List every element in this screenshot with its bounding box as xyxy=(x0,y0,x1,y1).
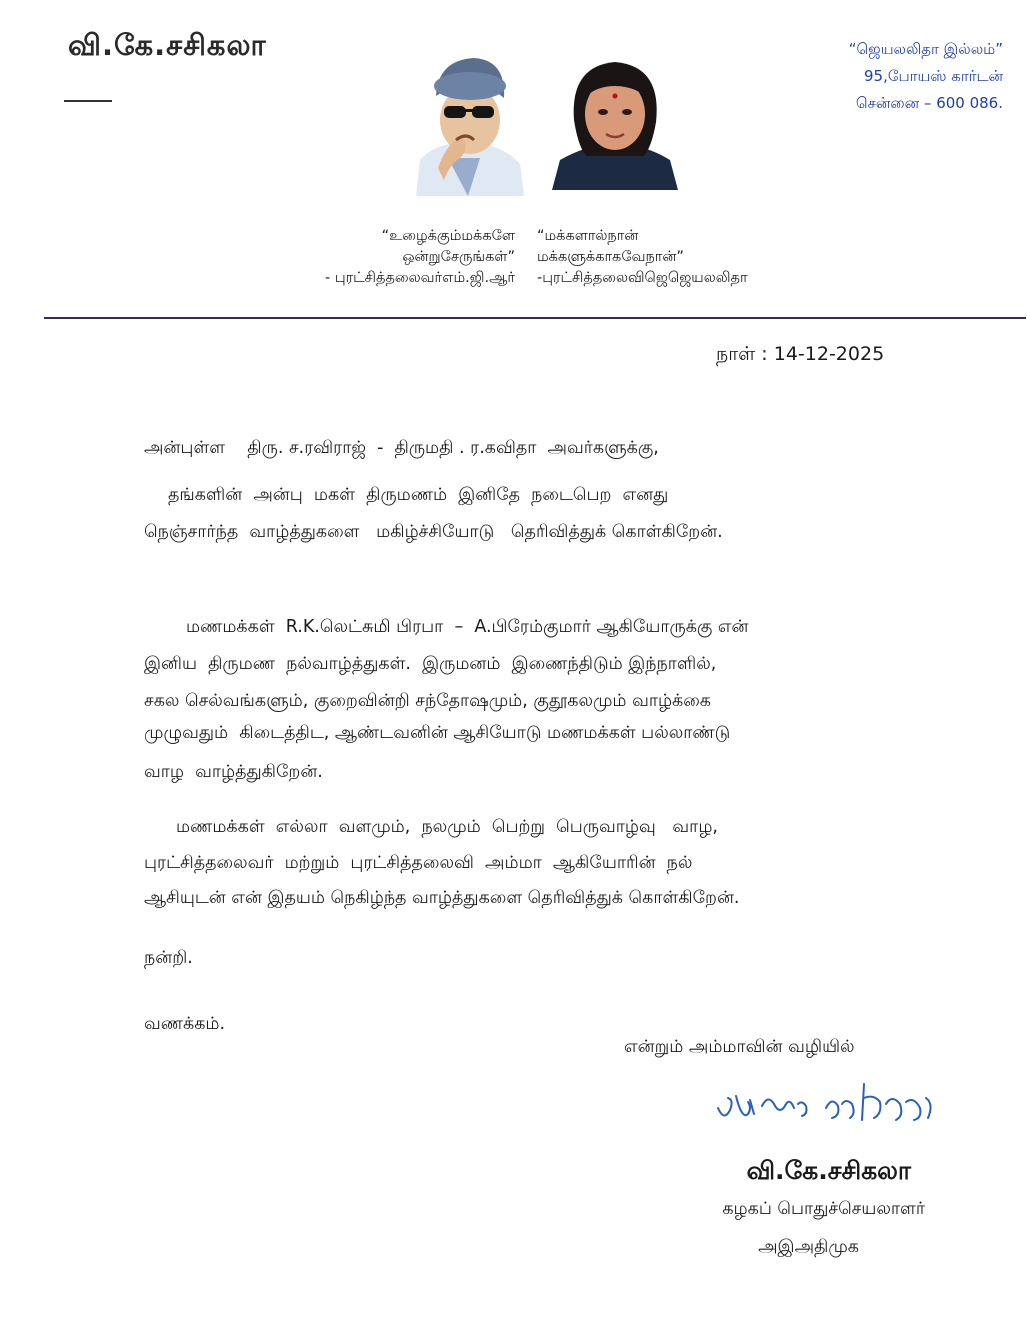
handwritten-signature xyxy=(714,1074,944,1134)
paragraph-1-line-1: தங்களின் அன்பு மகள் திருமணம் இனிதே நடைபெற எனது xyxy=(168,485,669,505)
thanks-line: நன்றி. xyxy=(144,948,193,968)
paragraph-3-line-2: புரட்சித்தலைவர் மற்றும் புரட்சித்தலைவி அம்மா ஆகியோரின் நல் xyxy=(144,853,693,873)
quote-mgr xyxy=(325,226,515,289)
sender-name: வி.கே.சசிகலா xyxy=(68,28,267,62)
quote-jj-line-2: மக்களுக்காகவேநான்” xyxy=(537,249,684,265)
portrait-mgr xyxy=(408,48,528,196)
quote-jj-line-1: “மக்களால்நான் xyxy=(537,228,639,244)
salutation: அன்புள்ள திரு. ச.ரவிராஜ் - திருமதி . ர.கவிதா அவர்களுக்கு, xyxy=(144,438,659,458)
paragraph-3-line-3: ஆசியுடன் என் இதயம் நெகிழ்ந்த வாழ்த்துகளை தெரிவித்துக் கொள்கிறேன். xyxy=(144,888,740,908)
signatory-party: அஇஅதிமுக xyxy=(758,1237,859,1257)
closing-phrase: என்றும் அம்மாவின் வழியில் xyxy=(624,1037,855,1057)
paragraph-2-line-1: மணமக்கள் R.K.லெட்சுமி பிரபா – A.பிரேம்குமார் ஆகியோருக்கு என் xyxy=(186,617,749,637)
letterhead-divider xyxy=(44,317,1026,319)
paragraph-2-line-5: வாழ வாழ்த்துகிறேன். xyxy=(144,762,323,782)
quote-jayalalithaa xyxy=(537,226,748,289)
signatory-name: வி.கே.சசிகலா xyxy=(746,1156,911,1185)
paragraph-3-line-1: மணமக்கள் எல்லா வளமும், நலமும் பெற்று பெருவாழ்வு வாழ, xyxy=(176,817,718,837)
paragraph-2-line-2: இனிய திருமண நல்வாழ்த்துகள். இருமனம் இணைந்திடும் இந்நாளில், xyxy=(144,654,717,674)
portrait-jayalalithaa xyxy=(552,56,678,190)
paragraph-2-line-4: முழுவதும் கிடைத்திட, ஆண்டவனின் ஆசியோடு மணமக்கள் பல்லாண்டு xyxy=(144,723,731,743)
address-line-city: சென்னை – 600 086. xyxy=(855,94,1003,112)
greeting-line: வணக்கம். xyxy=(144,1014,226,1034)
address-line-house: “ஜெயலலிதா இல்லம்” xyxy=(848,40,1003,58)
paragraph-1-line-2: நெஞ்சார்ந்த வாழ்த்துகளை மகிழ்ச்சியோடு தெரிவித்துக் கொள்கிறேன். xyxy=(144,522,723,542)
quote-mgr-line-1: “உழைக்கும்மக்களே xyxy=(381,228,515,244)
sender-address xyxy=(849,36,1003,117)
quote-mgr-line-2: ஒன்றுசேருங்கள்” xyxy=(402,249,515,265)
signatory-title: கழகப் பொதுச்செயலாளர் xyxy=(722,1199,925,1219)
quote-jj-attribution: -புரட்சித்தலைவிஜெஜெயலலிதா xyxy=(537,270,748,286)
paragraph-2-line-3: சகல செல்வங்களும், குறைவின்றி சந்தோஷமும், குதூகலமும் வாழ்க்கை xyxy=(144,691,711,711)
letter-date: நாள் : 14-12-2025 xyxy=(716,343,885,365)
address-line-street: 95,போயஸ் கார்டன் xyxy=(864,67,1003,85)
header-left-divider xyxy=(64,100,112,102)
quote-mgr-attribution: - புரட்சித்தலைவர்எம்.ஜி.ஆர் xyxy=(325,270,515,286)
